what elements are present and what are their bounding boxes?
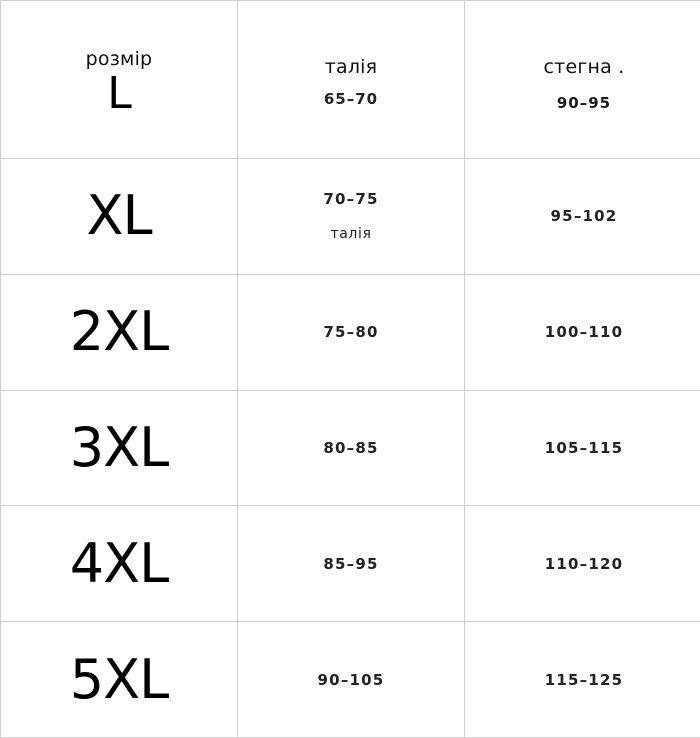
- hips-header-cell: [465, 1, 700, 159]
- hips-cell: [465, 506, 700, 622]
- size-cell: [1, 158, 238, 274]
- table-row: [1, 390, 700, 506]
- hips-cell: [465, 158, 700, 274]
- hips-value: 90–95: [556, 94, 612, 113]
- waist-cell: [238, 622, 465, 738]
- size-cell: [1, 622, 238, 738]
- waist-value: 75–80: [323, 323, 379, 342]
- size-value: 5XL: [69, 647, 169, 711]
- waist-value: 80–85: [323, 438, 379, 457]
- column-header-hips: стегна .: [543, 56, 625, 79]
- size-header-cell: [1, 1, 238, 159]
- size-cell: [1, 274, 238, 390]
- hips-value: 105–115: [544, 438, 624, 457]
- waist-cell: [238, 506, 465, 622]
- hips-value: 100–110: [544, 323, 624, 342]
- waist-value: 65–70: [323, 90, 379, 109]
- hips-value: 95–102: [550, 207, 618, 226]
- column-header-waist: талія: [324, 56, 378, 79]
- waist-cell: [238, 390, 465, 506]
- waist-header-cell: [238, 1, 465, 159]
- waist-value: 70–75: [323, 190, 379, 209]
- size-cell: [1, 506, 238, 622]
- hips-cell: [465, 274, 700, 390]
- size-value: L: [107, 68, 131, 120]
- waist-cell: [238, 274, 465, 390]
- waist-note: талія: [330, 226, 372, 243]
- waist-value: 90–105: [317, 670, 385, 689]
- size-value: 2XL: [69, 300, 169, 364]
- size-value: XL: [86, 184, 152, 248]
- size-value: 3XL: [69, 415, 169, 479]
- hips-value: 115–125: [544, 670, 624, 689]
- column-header-size: розмір: [85, 48, 153, 71]
- table-row: [1, 274, 700, 390]
- hips-cell: [465, 390, 700, 506]
- size-cell: [1, 390, 238, 506]
- table-row: [1, 1, 700, 159]
- hips-cell: [465, 622, 700, 738]
- waist-value: 85–95: [323, 554, 379, 573]
- waist-cell: [238, 158, 465, 274]
- table-row: [1, 622, 700, 738]
- size-value: 4XL: [69, 531, 169, 595]
- table-row: [1, 158, 700, 274]
- table-row: [1, 506, 700, 622]
- hips-value: 110–120: [544, 554, 624, 573]
